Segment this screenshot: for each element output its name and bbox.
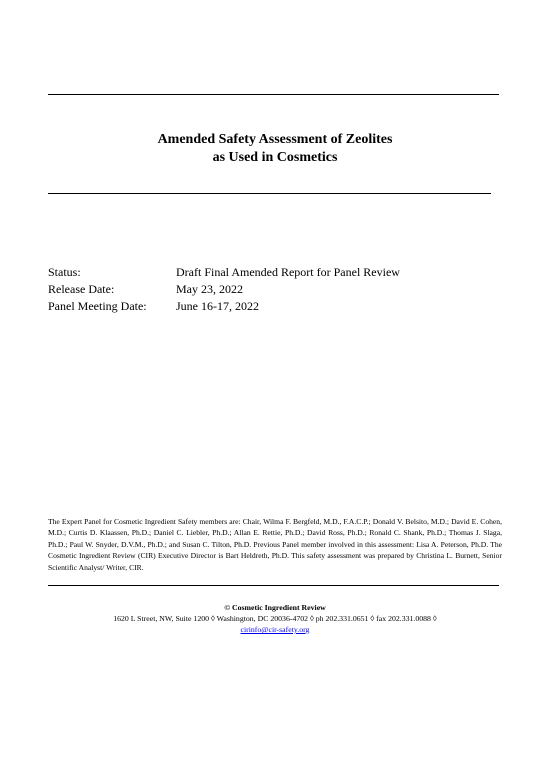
footer (0, 602, 550, 635)
title-line-2: as Used in Cosmetics (212, 150, 338, 165)
report-metadata (48, 264, 400, 315)
top-divider (48, 94, 499, 95)
status-label: Status: (48, 265, 81, 279)
expert-panel-note: The Expert Panel for Cosmetic Ingredient Safety members are: Chair, Wilma F. Bergfeld, M.D., F.A.C.P.; Donald V. Belsito, M.D.; David E. Cohen, M.D.; Curtis D. Klaassen, Ph.D.; Daniel C. Liebler, Ph.D.; Allan E. Rettie, Ph.D.; David Ross, Ph.D.; Ronald C. Shank, Ph.D.; Thomas J. Slaga, Ph.D.; Paul W. Snyder, D.V.M., Ph.D.; and Susan C. Tilton, Ph.D. Previous Panel member involved in this assessment: Lisa A. Peterson, Ph.D. The Cosmetic Ingredient Review (CIR) Executive Director is Bart Heldreth, Ph.D. This safety assessment was prepared by Christina L. Burnett, Senior Scientific Analyst/ Writer, CIR. (48, 517, 502, 572)
footer-divider (48, 585, 499, 586)
release-date-value: May 23, 2022 (176, 282, 243, 296)
meeting-date-row (48, 298, 400, 315)
release-date-label: Release Date: (48, 282, 115, 296)
footer-address: 1620 L Street, NW, Suite 1200 ◊ Washington, DC 20036-4702 ◊ ph 202.331.0651 ◊ fax 202.331.0088 ◊ (113, 614, 437, 623)
release-date-row (48, 281, 400, 298)
footer-organization: © Cosmetic Ingredient Review (224, 603, 326, 612)
status-value: Draft Final Amended Report for Panel Review (176, 265, 400, 279)
title-line-1: Amended Safety Assessment of Zeolites (157, 132, 393, 147)
meeting-date-label: Panel Meeting Date: (48, 299, 147, 313)
status-row (48, 264, 400, 281)
title-divider (48, 193, 491, 194)
footer-email-link[interactable]: cirinfo@cir-safety.org (240, 625, 310, 634)
meeting-date-value: June 16-17, 2022 (176, 299, 259, 313)
report-title (0, 131, 550, 167)
